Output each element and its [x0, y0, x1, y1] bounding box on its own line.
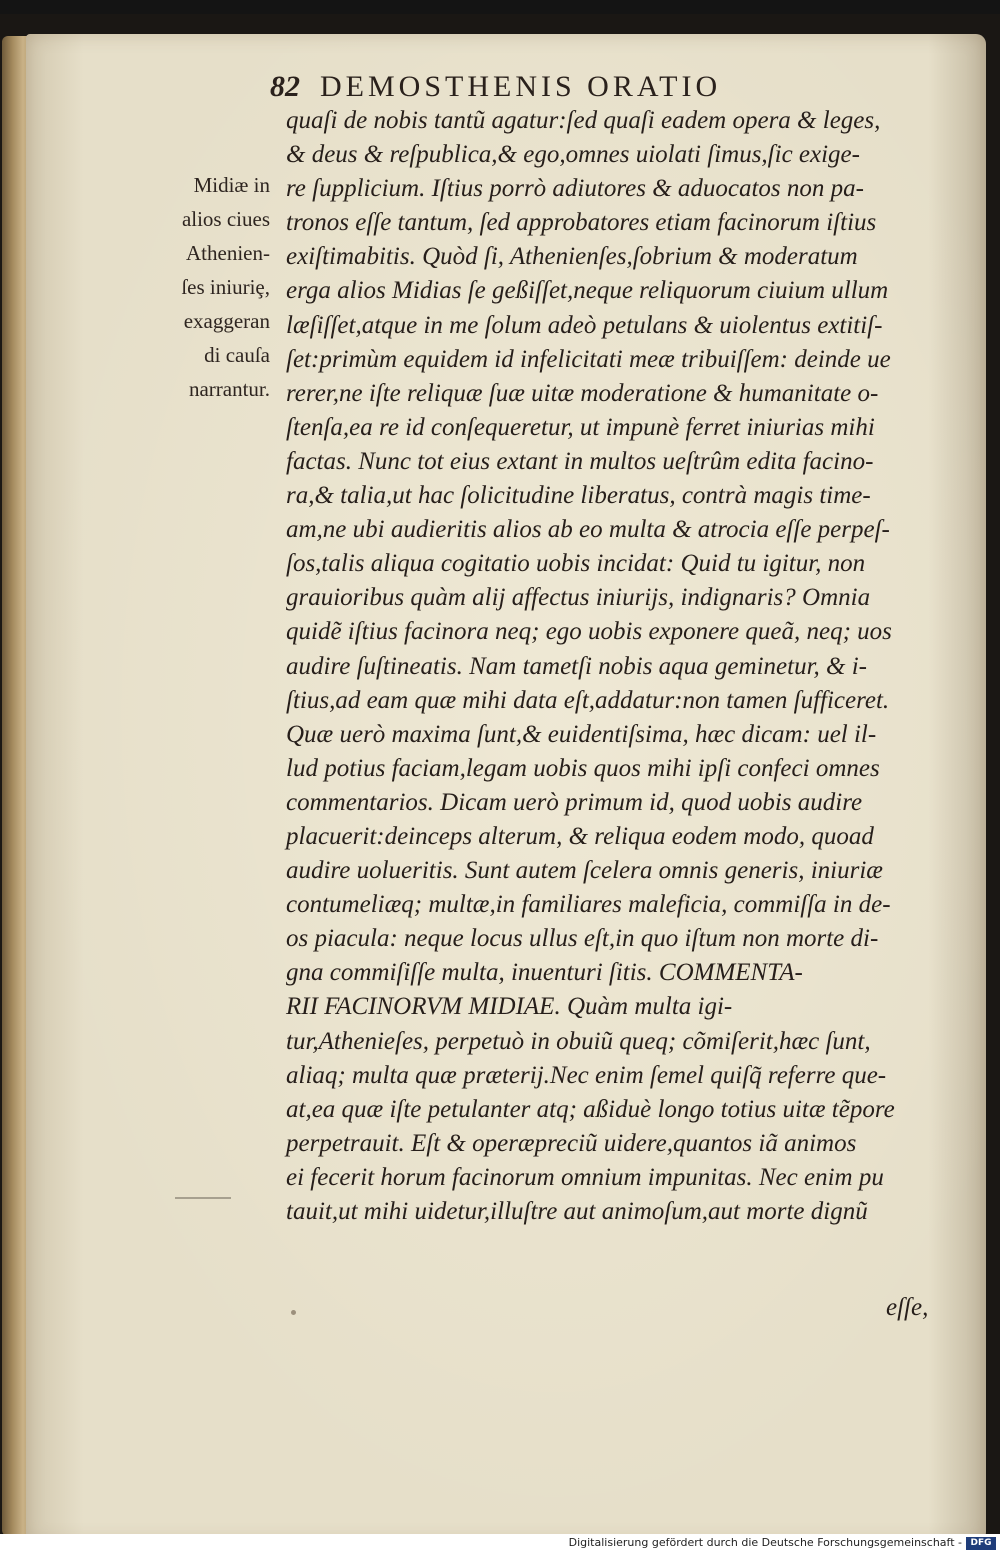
- text-line: Quæ uerò maxima ſunt,& euidentiſsima, hæc dicam: uel il-: [286, 720, 877, 748]
- text-line: placuerit:deinceps alterum, & reliqua eodem modo, quoad: [286, 822, 874, 850]
- ink-dot-mark: [291, 1310, 296, 1315]
- text-line: audire ſuſtineatis. Nam tametſi nobis aqua geminetur, & i-: [286, 652, 867, 680]
- text-line: at,ea quæ iſte petulanter atq; aßiduè longo totius uitæ tẽpore: [286, 1095, 895, 1123]
- text-line: gna commiſiſſe multa, inuenturi ſitis. COMMENTA-: [286, 959, 803, 987]
- text-line: commentarios. Dicam uerò primum id, quod uobis audire: [286, 788, 863, 816]
- text-line: grauioribus quàm alij affectus iniurijs, indignaris? Omnia: [286, 584, 871, 612]
- catchword: eſſe,: [886, 1294, 929, 1321]
- marginal-note-line: ſes iniuriȩ,: [181, 275, 270, 299]
- marginal-note-line: Athenien-: [186, 241, 270, 265]
- text-line: quaſi de nobis tantũ agatur:ſed quaſi eadem opera & leges,: [286, 107, 881, 134]
- text-line: exiſtimabitis. Quòd ſi, Athenienſes,ſobrium & moderatum: [286, 243, 858, 271]
- text-line: tur,Athenieſes, perpetuò in obuiũ queq; cõmiſerit,hæc ſunt,: [286, 1027, 871, 1055]
- text-line: ſos,talis aliqua cogitatio uobis incidat: Quid tu igitur, non: [286, 550, 866, 578]
- text-line: aliaq; multa quæ præterij.Nec enim ſemel quiſq̃ referre que-: [286, 1061, 887, 1089]
- margin-dash-mark: [175, 1197, 231, 1199]
- text-line: RII FACINORVM MIDIAE. Quàm multa igi-: [286, 993, 733, 1021]
- text-line: lud potius faciam,legam uobis quos mihi ipſi confeci omnes: [286, 754, 880, 782]
- marginal-note-line: di cauſa: [204, 343, 270, 367]
- marginal-note: [140, 168, 270, 406]
- text-line: & deus & reſpublica,& ego,omnes uiolati ſimus,ſic exige-: [286, 141, 860, 169]
- footer-bar: [0, 1534, 1000, 1554]
- text-line: ſtenſa,ea re id conſequeretur, ut impunè ferret iniurias mihi: [286, 413, 875, 441]
- text-line: ſtius,ad eam quæ mihi data eſt,addatur:non tamen ſufficeret.: [286, 686, 890, 714]
- text-line: tauit,ut mihi uidetur,illuſtre aut animoſum,aut morte dignũ: [286, 1198, 868, 1225]
- text-line: tronos eſſe tantum, ſed approbatores etiam facinorum iſtius: [286, 209, 877, 237]
- text-line: os piacula: neque locus ullus eſt,in quo iſtum non morte di-: [286, 925, 879, 953]
- page-number: 82: [270, 70, 300, 103]
- marginal-note-line: alios ciues: [181, 207, 270, 231]
- marginal-note-line: exaggeran: [183, 309, 270, 333]
- text-line: ſet:primùm equidem id infelicitati meæ tribuiſſem: deinde ue: [286, 345, 891, 373]
- text-line: quidẽ iſtius facinora neq; ego uobis exponere queã, neq; uos: [286, 618, 892, 646]
- marginal-note-line: Midiæ in: [193, 173, 270, 197]
- text-line: audire uolueritis. Sunt autem ſcelera omnis generis, iniuriæ: [286, 857, 883, 885]
- text-line: erga alios Midias ſe geßiſſet,neque reliquorum ciuium ullum: [286, 277, 889, 305]
- running-head: [270, 70, 870, 106]
- footer-credit: Digitalisierung gefördert durch die Deutsche Forschungsgemeinschaft -: [568, 1536, 962, 1549]
- text-line: rerer,ne iſte reliquæ ſuæ uitæ moderatione & humanitate o-: [286, 379, 879, 407]
- dfg-logo: DFG: [966, 1537, 996, 1550]
- main-text: [286, 104, 946, 1229]
- text-line: re ſupplicium. Iſtius porrò adiutores & aduocatos non pa-: [286, 175, 864, 203]
- marginal-note-line: narrantur.: [188, 377, 270, 401]
- text-line: læſiſſet,atque in me ſolum adeò petulans & uiolentus extitiſ-: [286, 311, 883, 339]
- running-title: DEMOSTHENIS ORATIO: [320, 70, 722, 103]
- text-line: ei fecerit horum facinorum omnium impunitas. Nec enim pu: [286, 1163, 884, 1191]
- text-line: am,ne ubi audieritis alios ab eo multa & atrocia eſſe perpeſ-: [286, 516, 890, 544]
- text-line: factas. Nunc tot eius extant in multos ueſtrûm edita facino-: [286, 447, 874, 475]
- text-line: perpetrauit. Eſt & operæpreciũ uidere,quantos iã animos: [286, 1129, 857, 1157]
- text-line: contumeliæq; multæ,in familiares maleficia, commiſſa in de-: [286, 891, 891, 919]
- text-line: ra,& talia,ut hac ſolicitudine liberatus, contrà magis time-: [286, 482, 871, 510]
